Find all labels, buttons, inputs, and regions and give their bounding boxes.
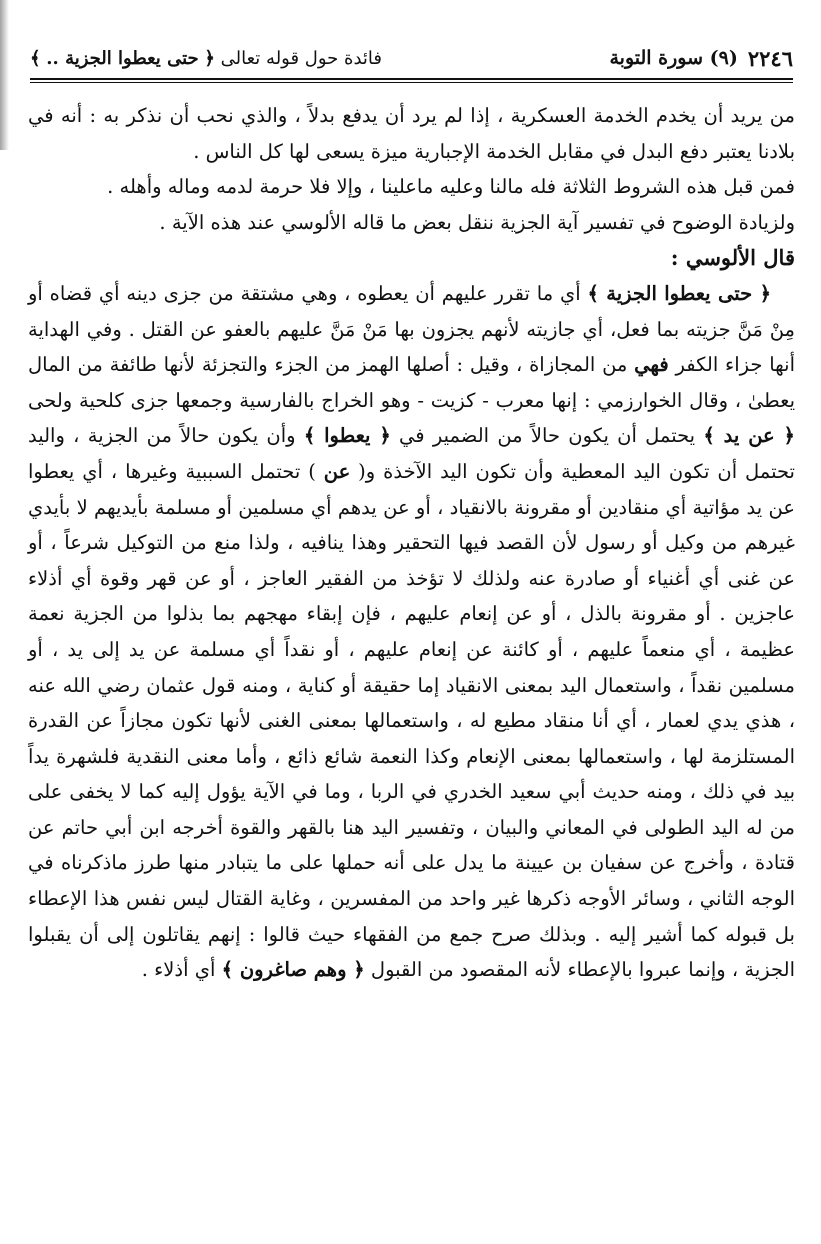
page-number: ٢٢٤٦ bbox=[747, 45, 793, 71]
paragraph-3: ولزيادة الوضوح في تفسير آية الجزية ننقل بعض ما قاله الألوسي عند هذه الآية . bbox=[159, 210, 795, 234]
header-quote: حتى يعطوا الجزية .. bbox=[46, 47, 199, 69]
paragraph-2: فمن قبل هذه الشروط الثلاثة فله مالنا وعليه ماعلينا ، وإلا فلا حرمة لدمه وماله وأهله . bbox=[107, 175, 795, 199]
header-rule bbox=[30, 78, 793, 80]
surah-name: (٩) سورة التوبة bbox=[609, 47, 738, 69]
commentary-text: ) تحتمل السببية وغيرها ، أي يعطوا عن يد مؤاتية أي منقادين أو مقرونة بالانقياد ، أو عن يدهم أي مسلمين أو مسلمة بأيديهم لا بأيدي غيرهم من وكيل أو رسول لأن القصد فيها التحقير وهذا ينافيه ، ولذا منع من التوكيل شرعاً ، أو عن غنى أي أغنياء أو صادرة عنه ولذلك لا تؤخذ من الفقير العاجز ، أو عن قهر وقوة أي أذلاء عاجزين . أو مقرونة بالذل ، أو عن إنعام عليهم ، فإن إبقاء مهجهم بما بذلوا من الجزية نعمة عظيمة ، أي منعماً عليهم ، أو كائنة عن إنعام عليهم ، أو نقداً أي مسلمة عن يد إلى يد ، أو مسلمين نقداً ، واستعمال اليد بمعنى الانقياد إما حقيقة أو كناية ، ومنه قول عثمان رضي الله عنه ، هذي يدي لعمار ، أي أنا منقاد مطيع له ، واستعمالها بمعنى الغنى لأنها تكون مجازاً عن القدرة المستلزمة لها ، واستعمالها بمعنى الإنعام وكذا النعمة شائع ذائع ، وأما معنى النقدية فلشهرة يداً بيد في ذلك ، ومنه حديث أبي سعيد الخدري في الربا ، وما في الآية يؤول إليه كما لا يخفى على من له اليد الطولى في المعاني والبيان ، وتفسير اليد هنا بالقهر والقوة أخرجه ابن أبي حاتم عن قتادة ، وأخرج عن سفيان بن عيينة ما يدل على أنه حملها على ما يتبادر منها طرز ماذكرناه في الوجه الثاني ، وسائر الأوجه ذكرها غير واحد من المفسرين ، وغاية القتال ليس نفس هذا الإعطاء بل قبوله كما أشير إليه . وبذلك صرح جمع من الفقهاء حيث قالوا : إنهم يقاتلون إلى أن يقبلوا الجزية ، وإنما عبروا بالإعطاء لأنه المقصود من القبول bbox=[28, 459, 795, 982]
section-heading: قال الألوسي : bbox=[670, 245, 795, 271]
running-header bbox=[30, 38, 793, 78]
commentary-text: يحتمل أن يكون حالاً من الضمير في bbox=[390, 424, 704, 448]
commentary-text: أي أذلاء . bbox=[141, 958, 222, 982]
quoted-verse: ﴿ حتى يعطوا الجزية ﴾ bbox=[587, 281, 771, 305]
commentary-text: من المجازاة ، وقيل : أصلها الهمز من الجزء والتجزئة لأنها طائفة من المال يعطىٰ ، وقال الخوارزمي : إنها معرب - كزيت - وهو الخراج بالفارسية وجمعها جزى كلحية ولحى bbox=[28, 353, 795, 412]
header-section-title-group bbox=[30, 48, 382, 69]
commentary-text: وأن يكون حالاً من الجزية ، واليد تحتمل أن تكون اليد المعطية وأن تكون اليد الآخذة و( bbox=[28, 424, 795, 483]
quoted-verse: ﴿ وهم صاغرون ﴾ bbox=[221, 958, 365, 982]
page-body bbox=[28, 98, 795, 988]
section-title: فائدة حول قوله تعالى bbox=[220, 47, 383, 69]
commentary-paragraph bbox=[28, 276, 795, 988]
quoted-verse: ﴿ يعطوا ﴾ bbox=[303, 424, 391, 448]
emphasis-word: فهي bbox=[634, 353, 669, 377]
paragraph-1: من يريد أن يخدم الخدمة العسكرية ، إذا لم يرد أن يدفع بدلاً ، والذي نحب أن نذكر به : أنه في بلادنا يعتبر دفع البدل في مقابل الخدمة الإجبارية ميزة يسعى لها كل الناس . bbox=[28, 104, 795, 163]
ornamental-bracket-close: ﴾ bbox=[30, 47, 41, 69]
header-rule-thin bbox=[30, 82, 793, 83]
quoted-verse: ﴿ عن يد ﴾ bbox=[703, 424, 795, 448]
emphasis-word: عن bbox=[323, 459, 351, 483]
ornamental-bracket-open: ﴿ bbox=[204, 47, 215, 69]
header-right-group bbox=[609, 46, 793, 71]
scan-edge-shadow bbox=[0, 0, 9, 150]
commentary-text: أي ما تقرر عليهم أن يعطوه ، وهي مشتقة من جزى دينه أي قضاه أو مِنْ مَنَّ جزيته بما فعل، أي جازيته لأنهم يجزون بها مَنْ مَنَّ عليهم بالعفو عن القتل . وفي الهداية أنها جزاء الكفر bbox=[28, 281, 795, 377]
